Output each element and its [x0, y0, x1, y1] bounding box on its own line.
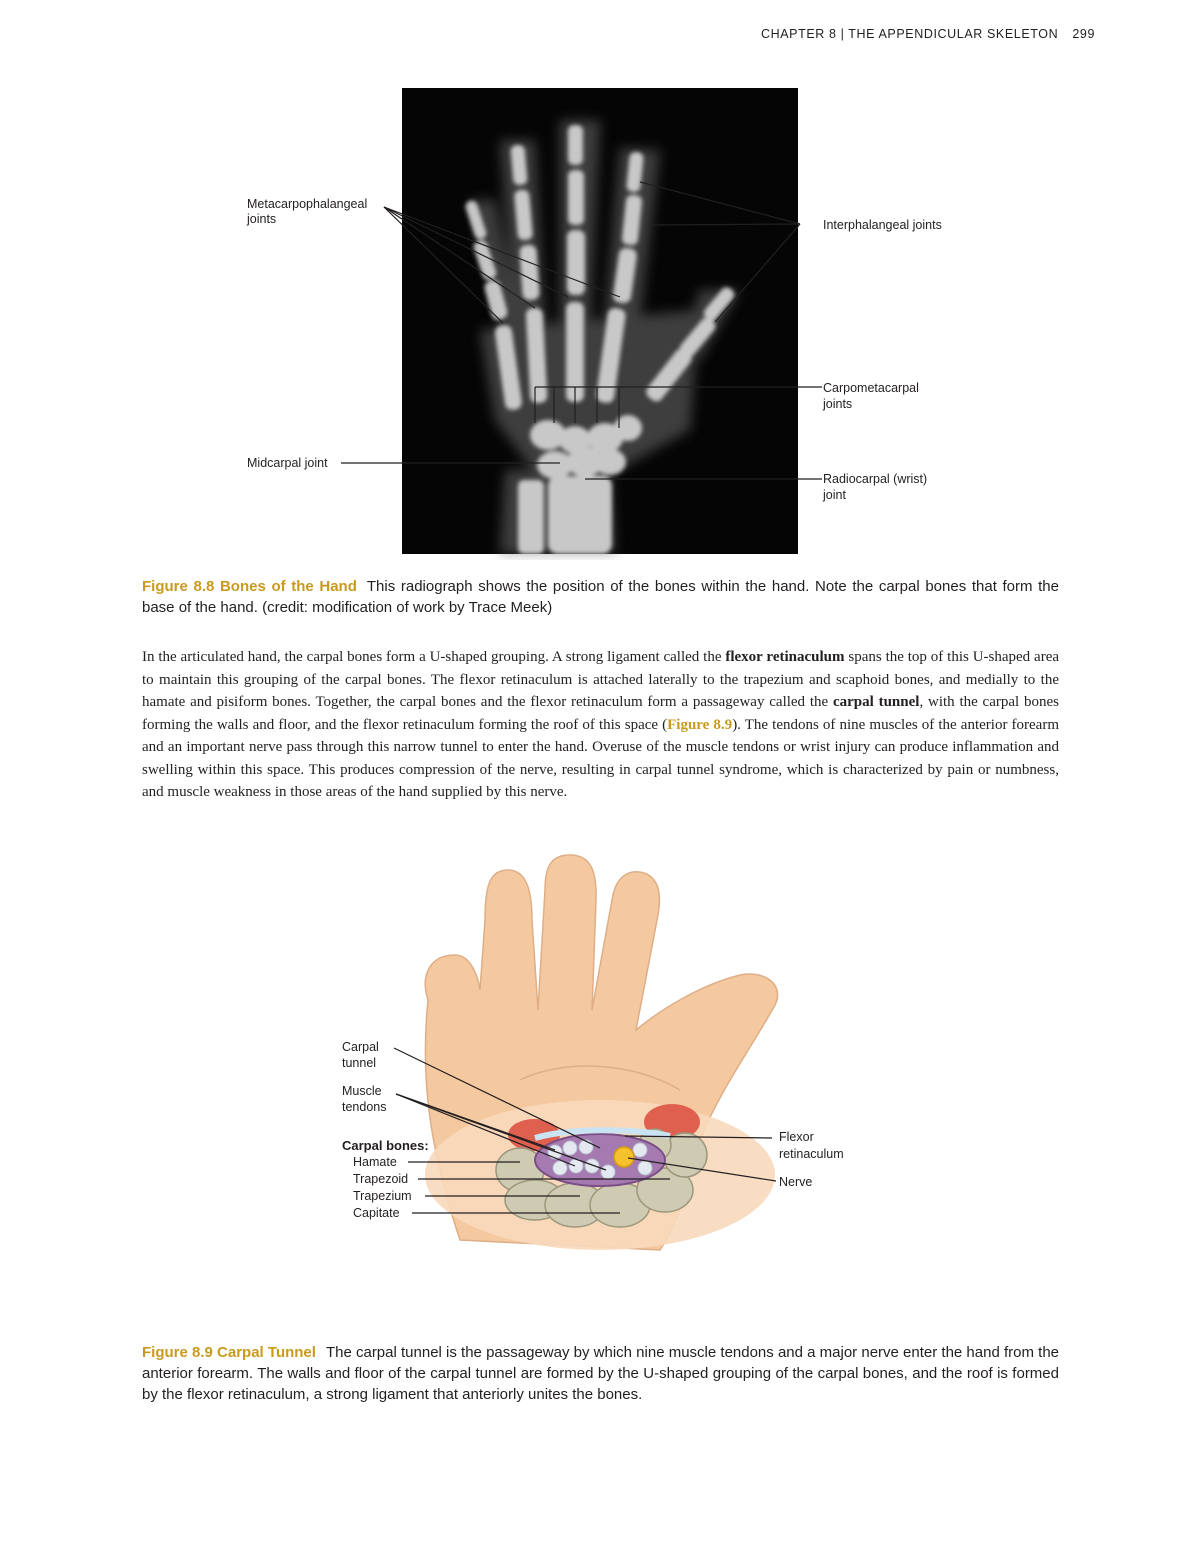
body-text-4: ). The tendons of nine muscles of the anterior forearm and an important nerve pass through this narrow tunnel to enter the hand. Overuse of the muscle tendons or wrist injury can produce inflammation and swelling within this space. This produces compression of the nerve, resulting in carpal tunnel syndrome, which is characterized by pain or numbness, and muscle weakness in those areas of the hand supplied by this nerve. — [142, 716, 1059, 800]
label-radiocarpal-2: joint — [823, 488, 846, 502]
term-flexor-retinaculum: flexor retinaculum — [725, 649, 845, 665]
label-radiocarpal: Radiocarpal (wrist) — [823, 472, 928, 486]
figure-8-8-caption-text: This radiograph shows the position of the bones within the hand. Note the carpal bones that form the base of the hand. (credit: modification of work by Trace Meek) — [142, 578, 1059, 616]
label-carpometacarpal: Carpometacarpal — [823, 381, 919, 395]
label-trapezium: Trapezium — [353, 1189, 412, 1203]
label-metacarpophalangeal-2: joints — [247, 212, 277, 226]
page-number: 299 — [1072, 27, 1095, 41]
figure-8-9-link[interactable]: Figure 8.9 — [667, 716, 733, 733]
body-text-1: In the articulated hand, the carpal bones form a U-shaped grouping. A strong ligament called the — [142, 649, 726, 665]
body-text-3: , with the carpal bones forming the walls and floor, and the flexor retinaculum forming the roof of this space ( — [142, 694, 1059, 733]
label-capitate: Capitate — [353, 1206, 400, 1220]
label-carpal-tunnel-2: tunnel — [342, 1056, 377, 1070]
label-flexor-retinaculum: Flexor — [779, 1130, 814, 1144]
label-trapezoid: Trapezoid — [353, 1172, 409, 1186]
label-nerve: Nerve — [779, 1175, 813, 1189]
label-carpal-tunnel: Carpal — [342, 1040, 379, 1054]
nerve-shape — [614, 1147, 634, 1167]
label-muscle-tendons: Muscle — [342, 1084, 382, 1098]
label-hamate: Hamate — [353, 1155, 397, 1169]
term-carpal-tunnel: carpal tunnel — [832, 694, 920, 710]
label-carpometacarpal-2: joints — [823, 397, 853, 411]
figure-8-9-caption — [142, 1342, 1059, 1405]
label-interphalangeal: Interphalangeal joints — [823, 218, 942, 232]
label-flexor-retinaculum-2: retinaculum — [779, 1147, 844, 1161]
figure-8-8-title: Figure 8.8 Bones of the Hand — [142, 578, 357, 595]
body-text-2: spans the top of this U-shaped area to maintain this grouping of the carpal bones. The flexor retinaculum is attached laterally to the trapezium and scaphoid bones, and medially to the hamate and pisiform bones. Together, the carpal bones and the flexor retinaculum form a passageway called the — [142, 649, 1060, 710]
running-title: CHAPTER 8 | THE APPENDICULAR SKELETON — [760, 27, 1059, 41]
label-carpal-bones: Carpal bones: — [342, 1138, 429, 1153]
figure-8-9-title: Figure 8.9 Carpal Tunnel — [142, 1344, 316, 1361]
label-metacarpophalangeal: Metacarpophalangeal — [247, 197, 368, 211]
label-muscle-tendons-2: tendons — [342, 1100, 387, 1114]
figure-8-9-caption-text: The carpal tunnel is the passageway by which nine muscle tendons and a major nerve enter the hand from the anterior forearm. The walls and floor of the carpal tunnel are formed by the U-shaped grouping of the carpal bones, and the roof is formed by the flexor retinaculum, a strong ligament that anteriorly unites the bones. — [142, 1344, 1060, 1403]
label-midcarpal: Midcarpal joint — [247, 456, 328, 470]
